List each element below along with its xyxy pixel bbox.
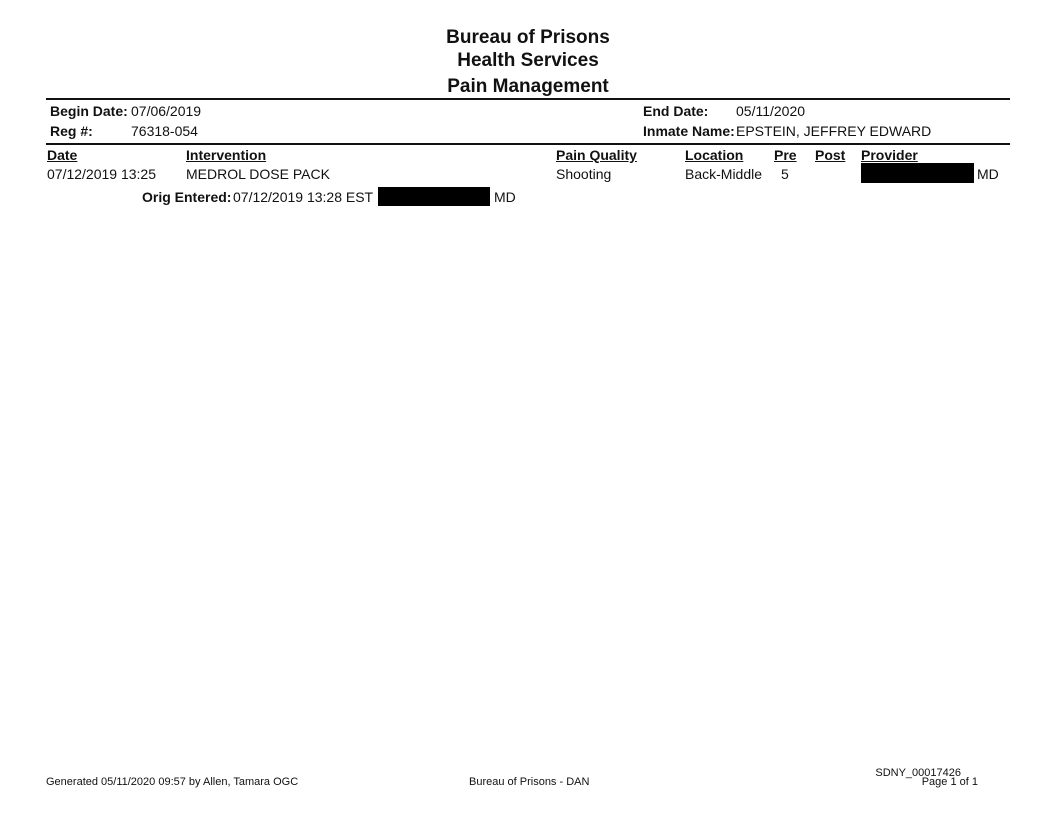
- orig-entered-label: Orig Entered:: [142, 189, 232, 205]
- column-header-date: Date: [47, 147, 78, 163]
- begin-date-value: 07/06/2019: [131, 103, 202, 119]
- row-location: Back-Middle: [685, 166, 763, 182]
- footer-bates-number: SDNY_00017426: [875, 767, 961, 779]
- info-divider: [46, 143, 1010, 145]
- column-header-pre: Pre: [774, 147, 797, 163]
- row-date: 07/12/2019 13:25: [47, 166, 156, 182]
- report-title-department: Health Services: [457, 50, 599, 71]
- report-title-name: Pain Management: [447, 76, 609, 97]
- report-title-agency: Bureau of Prisons: [446, 27, 610, 48]
- column-header-intervention: Intervention: [186, 147, 267, 163]
- column-header-provider: Provider: [861, 147, 918, 163]
- orig-entered-suffix: MD: [494, 189, 516, 205]
- orig-entered-value: 07/12/2019 13:28 EST: [233, 189, 374, 205]
- reg-number-label: Reg #:: [50, 123, 93, 139]
- inmate-name-label: Inmate Name:: [643, 123, 735, 139]
- row-pain-quality: Shooting: [556, 166, 612, 182]
- end-date-value: 05/11/2020: [736, 103, 806, 119]
- begin-date-label: Begin Date:: [50, 103, 128, 119]
- row-intervention: MEDROL DOSE PACK: [186, 166, 330, 182]
- footer-center: Bureau of Prisons - DAN: [469, 776, 590, 788]
- column-header-location: Location: [685, 147, 744, 163]
- entered-by-redaction: [378, 187, 490, 206]
- column-header-pain-quality: Pain Quality: [556, 147, 637, 163]
- footer-page-number: Page 1 of 1: [921, 776, 978, 788]
- column-header-post: Post: [815, 147, 846, 163]
- row-pre: 5: [781, 166, 789, 182]
- end-date-label: End Date:: [643, 103, 709, 119]
- footer-generated: Generated 05/11/2020 09:57 by Allen, Tamara OGC: [46, 776, 299, 788]
- row-provider-suffix: MD: [977, 166, 999, 182]
- inmate-name-value: EPSTEIN, JEFFREY EDWARD: [736, 123, 932, 139]
- reg-number-value: 76318-054: [131, 123, 198, 139]
- header-divider: [46, 98, 1010, 100]
- provider-redaction: [861, 163, 974, 183]
